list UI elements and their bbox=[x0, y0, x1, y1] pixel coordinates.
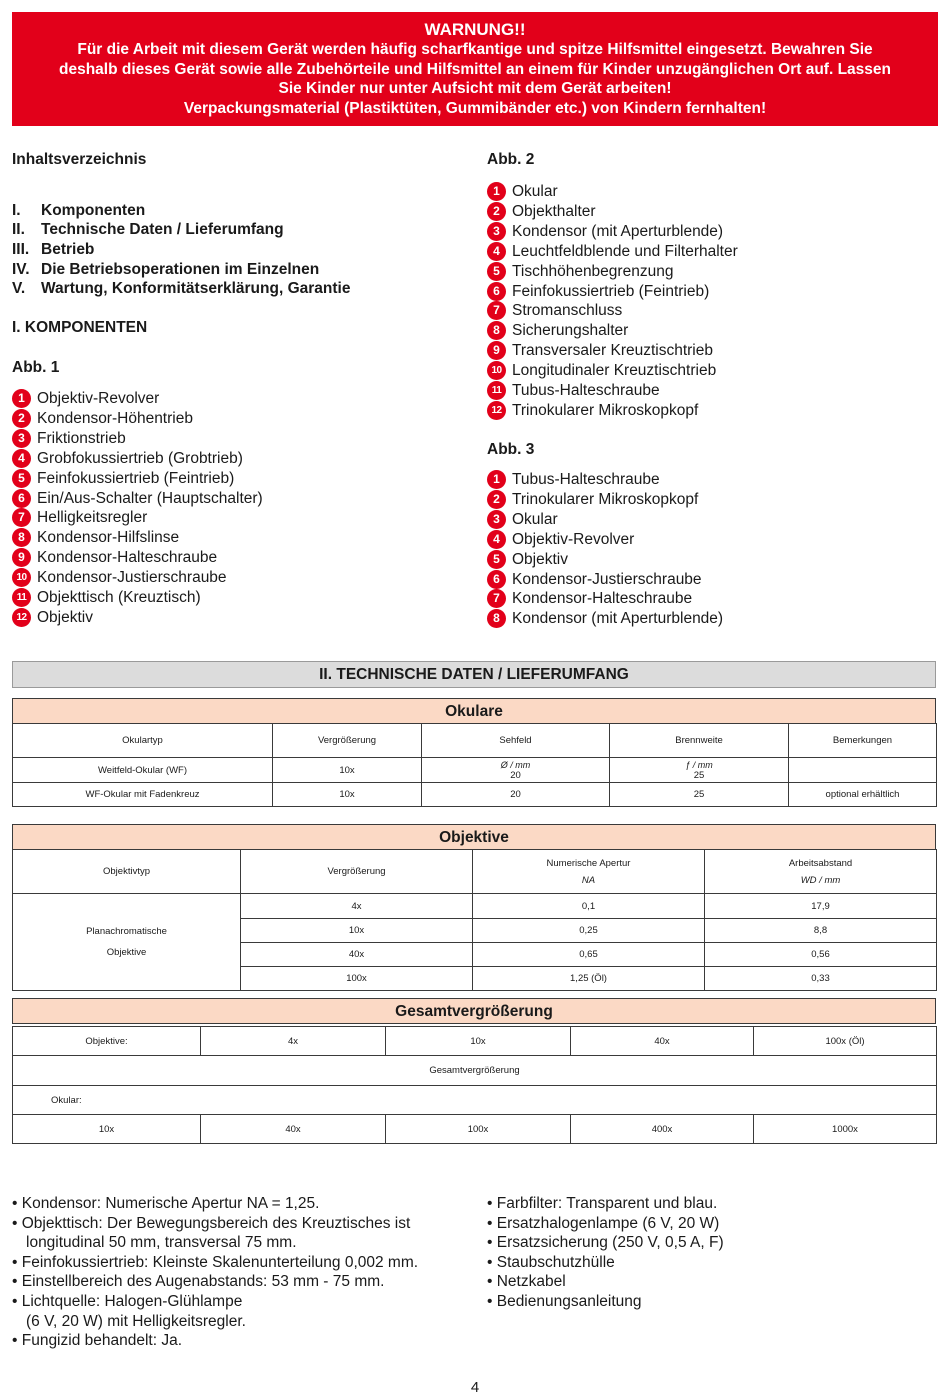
component-list-item bbox=[12, 389, 159, 409]
component-label: Trinokularer Mikroskopkopf bbox=[512, 401, 699, 419]
component-list-item bbox=[487, 301, 622, 321]
component-label: Feinfokussiertrieb (Feintrieb) bbox=[37, 469, 235, 487]
component-list-item bbox=[487, 361, 716, 381]
component-list-item bbox=[487, 222, 723, 242]
table-cell: 4x bbox=[201, 1027, 386, 1056]
component-label: Kondensor-Justierschraube bbox=[37, 569, 227, 587]
component-label: Okular bbox=[512, 183, 558, 200]
component-label: Feinfokussiertrieb (Feintrieb) bbox=[512, 282, 710, 300]
toc-item-number: II. bbox=[12, 221, 25, 238]
spec-item: • Bedienungsanleitung bbox=[487, 1292, 642, 1310]
toc-item-label: Die Betriebsoperationen im Einzelnen bbox=[41, 261, 320, 278]
table-cell: WF-Okular mit Fadenkreuz bbox=[13, 783, 273, 807]
component-label: Objektiv-Revolver bbox=[512, 530, 635, 548]
component-label: Tubus-Halteschraube bbox=[512, 382, 660, 399]
gesamt-table bbox=[12, 1026, 937, 1144]
table-cell: 20 bbox=[422, 783, 610, 807]
component-list-item bbox=[12, 409, 193, 429]
section-heading-tech-data: II. TECHNISCHE DATEN / LIEFERUMFANG bbox=[12, 661, 936, 688]
component-list-item bbox=[12, 469, 234, 489]
table-cell: 0,1 bbox=[473, 894, 705, 919]
table-header-row bbox=[13, 850, 937, 894]
number-badge-icon: 3 bbox=[487, 222, 506, 241]
table-cell: 0,65 bbox=[473, 943, 705, 967]
objektive-table-title: Objektive bbox=[12, 824, 936, 850]
component-list-item bbox=[12, 429, 126, 449]
header-label: Numerische Apertur bbox=[546, 857, 631, 869]
number-badge-icon: 3 bbox=[12, 429, 31, 448]
table-header-cell: Sehfeld bbox=[422, 724, 610, 758]
number-badge-icon: 5 bbox=[487, 550, 506, 569]
table-cell: 0,25 bbox=[473, 919, 705, 943]
spec-item: • Einstellbereich des Augenabstands: 53 mm - 75 mm. bbox=[12, 1273, 385, 1291]
table-cell: 10x bbox=[386, 1027, 571, 1056]
component-list-item bbox=[487, 182, 558, 202]
component-list-item bbox=[487, 609, 723, 629]
table-cell: 10x bbox=[241, 919, 473, 943]
toc-item[interactable] bbox=[12, 221, 284, 239]
number-badge-icon: 2 bbox=[12, 409, 31, 428]
table-header-cell: Vergrößerung bbox=[273, 724, 422, 758]
component-list-item bbox=[12, 508, 147, 528]
component-label: Objektiv bbox=[37, 608, 93, 626]
table-cell: Okular: bbox=[13, 1086, 937, 1115]
number-badge-icon: 8 bbox=[487, 321, 506, 340]
component-label: Ein/Aus-Schalter (Hauptschalter) bbox=[37, 489, 263, 507]
component-list-item bbox=[487, 401, 698, 421]
unit-label: NA bbox=[581, 874, 596, 886]
number-badge-icon: 4 bbox=[487, 530, 506, 549]
component-label: Trinokularer Mikroskopkopf bbox=[512, 490, 699, 508]
component-label: Objekttisch (Kreuztisch) bbox=[37, 589, 201, 606]
component-list-item bbox=[487, 262, 673, 282]
component-label: Friktionstrieb bbox=[37, 429, 126, 447]
toc-item[interactable] bbox=[12, 241, 94, 259]
component-label: Grobfokussiertrieb (Grobtrieb) bbox=[37, 449, 243, 467]
component-label: Objektiv bbox=[512, 550, 568, 568]
table-header-cell: Okulartyp bbox=[13, 724, 273, 758]
spec-item: longitudinal 50 mm, transversal 75 mm. bbox=[26, 1234, 297, 1252]
okulare-table-title: Okulare bbox=[12, 698, 936, 724]
toc-item[interactable] bbox=[12, 202, 145, 220]
table-cell: 0,33 bbox=[705, 967, 937, 991]
abb2-title: Abb. 2 bbox=[487, 151, 535, 168]
number-badge-icon: 6 bbox=[487, 570, 506, 589]
component-list-item bbox=[12, 489, 263, 509]
table-cell: 100x bbox=[241, 967, 473, 991]
component-list-item bbox=[12, 588, 201, 608]
component-label: Transversaler Kreuztischtrieb bbox=[512, 342, 713, 360]
table-cell: 4x bbox=[241, 894, 473, 919]
number-badge-icon: 8 bbox=[487, 609, 506, 628]
component-list-item bbox=[487, 341, 713, 361]
table-cell: 100x bbox=[386, 1115, 571, 1144]
table-header-cell bbox=[473, 850, 705, 894]
number-badge-icon: 9 bbox=[12, 548, 31, 567]
number-badge-icon: 1 bbox=[12, 389, 31, 408]
table-header-row bbox=[13, 724, 937, 758]
spec-item: • Fungizid behandelt: Ja. bbox=[12, 1332, 183, 1350]
number-badge-icon: 6 bbox=[487, 282, 506, 301]
table-cell: 100x (Öl) bbox=[754, 1027, 937, 1056]
spec-item: • Kondensor: Numerische Apertur NA = 1,25. bbox=[12, 1195, 320, 1212]
warning-line-1: Für die Arbeit mit diesem Gerät werden häufig scharfkantige und spitze Hilfsmittel eingesetzt. Bewahren Sie bbox=[77, 41, 873, 58]
component-label: Kondensor (mit Aperturblende) bbox=[512, 222, 724, 240]
component-list-item bbox=[487, 550, 568, 570]
component-label: Kondensor-Halteschraube bbox=[37, 549, 218, 567]
table-cell: Weitfeld-Okular (WF) bbox=[13, 758, 273, 783]
component-label: Sicherungshalter bbox=[512, 322, 629, 340]
objektive-table bbox=[12, 849, 937, 991]
number-badge-icon: 3 bbox=[487, 510, 506, 529]
abb1-title: Abb. 1 bbox=[12, 359, 60, 376]
unit-label: WD / mm bbox=[800, 874, 841, 886]
table-row bbox=[13, 758, 937, 783]
number-badge-icon: 10 bbox=[12, 568, 31, 587]
table-cell: 17,9 bbox=[705, 894, 937, 919]
toc-item-number: IV. bbox=[12, 261, 30, 278]
spec-item: • Objekttisch: Der Bewegungsbereich des Kreuztisches ist bbox=[12, 1214, 411, 1232]
abb3-title: Abb. 3 bbox=[487, 441, 535, 458]
toc-item-number: V. bbox=[12, 280, 26, 297]
component-label: Objektiv-Revolver bbox=[37, 390, 160, 407]
component-list-item bbox=[487, 381, 660, 401]
component-list-item bbox=[12, 449, 243, 469]
toc-item-label: Wartung, Konformitätserklärung, Garantie bbox=[41, 280, 351, 297]
table-header-cell: Bemerkungen bbox=[789, 724, 937, 758]
number-badge-icon: 6 bbox=[12, 489, 31, 508]
component-list-item bbox=[487, 282, 709, 302]
component-list-item bbox=[12, 548, 217, 568]
table-cell: 40x bbox=[201, 1115, 386, 1144]
component-label: Tischhöhenbegrenzung bbox=[512, 262, 674, 280]
toc-item-number: III. bbox=[12, 241, 30, 258]
warning-line-4: Verpackungsmaterial (Plastiktüten, Gummibänder etc.) von Kindern fernhalten! bbox=[183, 99, 767, 117]
spec-item: • Ersatzhalogenlampe (6 V, 20 W) bbox=[487, 1214, 720, 1232]
table-cell: 1,25 (Öl) bbox=[473, 967, 705, 991]
page-number: 4 bbox=[470, 1379, 480, 1396]
unit-label: ƒ / mm bbox=[685, 759, 713, 770]
number-badge-icon: 7 bbox=[12, 508, 31, 527]
table-cell: 40x bbox=[241, 943, 473, 967]
component-label: Stromanschluss bbox=[512, 302, 623, 320]
table-row bbox=[13, 894, 937, 919]
number-badge-icon: 11 bbox=[487, 381, 506, 400]
component-list-item bbox=[487, 490, 698, 510]
component-label: Longitudinaler Kreuztischtrieb bbox=[512, 362, 717, 380]
number-badge-icon: 2 bbox=[487, 202, 506, 221]
number-badge-icon: 4 bbox=[12, 449, 31, 468]
table-header-cell bbox=[705, 850, 937, 894]
gesamt-table-title: Gesamtvergrößerung bbox=[12, 998, 936, 1024]
component-list-item bbox=[487, 570, 702, 590]
objective-type-cell bbox=[13, 894, 241, 991]
table-cell: 25 bbox=[610, 783, 789, 807]
toc-item-label: Komponenten bbox=[41, 202, 146, 219]
table-header-cell: Objektivtyp bbox=[13, 850, 241, 894]
component-label: Kondensor-Justierschraube bbox=[512, 570, 702, 588]
component-label: Objekthalter bbox=[512, 202, 596, 220]
component-label: Helligkeitsregler bbox=[37, 509, 148, 527]
table-cell bbox=[789, 758, 937, 783]
table-cell: Gesamtvergrößerung bbox=[13, 1056, 937, 1086]
okulare-table bbox=[12, 723, 937, 807]
cell-value: 25 bbox=[693, 769, 705, 781]
toc-title: Inhaltsverzeichnis bbox=[12, 151, 147, 168]
component-label: Leuchtfeldblende und Filterhalter bbox=[512, 242, 738, 260]
number-badge-icon: 1 bbox=[487, 470, 506, 489]
table-cell: 10x bbox=[13, 1115, 201, 1144]
unit-label: Ø / mm bbox=[500, 759, 531, 770]
component-label: Kondensor-Halteschraube bbox=[512, 590, 693, 608]
toc-item-label: Technische Daten / Lieferumfang bbox=[41, 221, 284, 238]
number-badge-icon: 2 bbox=[487, 490, 506, 509]
header-label: Arbeitsabstand bbox=[788, 857, 853, 869]
number-badge-icon: 8 bbox=[12, 528, 31, 547]
table-header-cell: Vergrößerung bbox=[241, 850, 473, 894]
component-list-item bbox=[12, 568, 227, 588]
component-list-item bbox=[12, 528, 179, 548]
number-badge-icon: 4 bbox=[487, 242, 506, 261]
table-cell: 0,56 bbox=[705, 943, 937, 967]
table-cell: 8,8 bbox=[705, 919, 937, 943]
warning-line-2: deshalb dieses Gerät sowie alle Zubehörteile und Hilfsmittel an einem für Kinder unzugänglichen Ort auf. Lassen bbox=[58, 60, 891, 78]
spec-item: • Staubschutzhülle bbox=[487, 1253, 615, 1271]
table-cell bbox=[610, 758, 789, 783]
toc-item-number: I. bbox=[12, 202, 21, 219]
table-row bbox=[13, 1115, 937, 1144]
number-badge-icon: 12 bbox=[12, 608, 31, 627]
component-list-item bbox=[487, 510, 558, 530]
type-line-1: Planachromatische bbox=[86, 926, 167, 937]
spec-item: • Netzkabel bbox=[487, 1273, 566, 1291]
toc-item-label: Betrieb bbox=[41, 241, 95, 258]
number-badge-icon: 11 bbox=[12, 588, 31, 607]
table-cell bbox=[422, 758, 610, 783]
number-badge-icon: 10 bbox=[487, 361, 506, 380]
number-badge-icon: 9 bbox=[487, 341, 506, 360]
number-badge-icon: 7 bbox=[487, 301, 506, 320]
table-row bbox=[13, 1056, 937, 1086]
specs-right-list bbox=[487, 1194, 724, 1312]
component-list-item bbox=[487, 202, 596, 222]
table-header-cell: Brennweite bbox=[610, 724, 789, 758]
component-list-item bbox=[487, 470, 660, 490]
spec-item: • Feinfokussiertrieb: Kleinste Skalenunterteilung 0,002 mm. bbox=[12, 1253, 419, 1271]
warning-title: WARNUNG!! bbox=[424, 20, 526, 39]
number-badge-icon: 7 bbox=[487, 589, 506, 608]
component-label: Tubus-Halteschraube bbox=[512, 471, 660, 488]
toc-item[interactable] bbox=[12, 261, 319, 279]
number-badge-icon: 1 bbox=[487, 182, 506, 201]
table-row bbox=[13, 783, 937, 807]
table-cell: 400x bbox=[571, 1115, 754, 1144]
spec-item: (6 V, 20 W) mit Helligkeitsregler. bbox=[26, 1312, 246, 1330]
component-list-item bbox=[487, 530, 634, 550]
table-cell: optional erhältlich bbox=[789, 783, 937, 807]
table-cell: Objektive: bbox=[13, 1027, 201, 1056]
type-line-2: Objektive bbox=[106, 947, 147, 958]
component-label: Kondensor-Hilfslinse bbox=[37, 529, 180, 547]
toc-item[interactable] bbox=[12, 280, 350, 298]
component-list-item bbox=[487, 321, 628, 341]
spec-item: • Farbfilter: Transparent und blau. bbox=[487, 1195, 718, 1212]
component-label: Kondensor-Höhentrieb bbox=[37, 409, 193, 427]
section-heading-komponenten: I. KOMPONENTEN bbox=[12, 319, 148, 336]
component-list-item bbox=[487, 589, 692, 609]
warning-box bbox=[12, 12, 938, 126]
table-cell: 10x bbox=[273, 758, 422, 783]
table-row bbox=[13, 1086, 937, 1115]
table-cell: 1000x bbox=[754, 1115, 937, 1144]
component-list-item bbox=[12, 608, 93, 628]
specs-left-list bbox=[12, 1194, 418, 1351]
number-badge-icon: 5 bbox=[487, 262, 506, 281]
component-label: Kondensor (mit Aperturblende) bbox=[512, 610, 724, 628]
number-badge-icon: 5 bbox=[12, 469, 31, 488]
component-label: Okular bbox=[512, 510, 558, 528]
component-list-item bbox=[487, 242, 738, 262]
table-cell: 10x bbox=[273, 783, 422, 807]
warning-line-3: Sie Kinder nur unter Aufsicht mit dem Gerät arbeiten! bbox=[278, 80, 672, 97]
cell-value: 20 bbox=[510, 769, 521, 781]
number-badge-icon: 12 bbox=[487, 401, 506, 420]
table-row bbox=[13, 1027, 937, 1056]
spec-item: • Lichtquelle: Halogen-Glühlampe bbox=[12, 1292, 243, 1310]
table-cell: 40x bbox=[571, 1027, 754, 1056]
spec-item: • Ersatzsicherung (250 V, 0,5 A, F) bbox=[487, 1234, 724, 1252]
